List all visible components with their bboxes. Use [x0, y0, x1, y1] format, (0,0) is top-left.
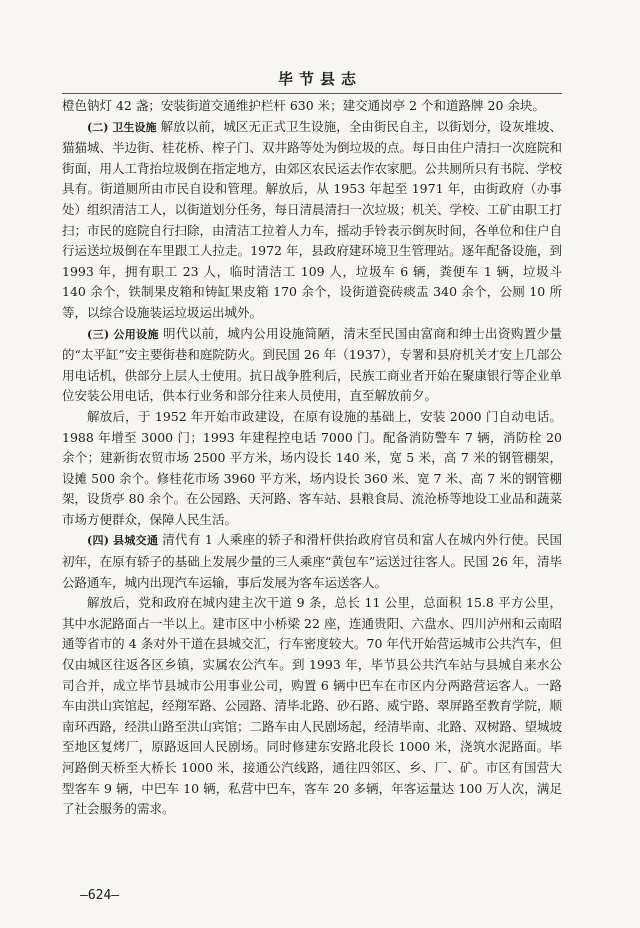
paragraph	[62, 96, 562, 117]
paragraph-text: 清代有 1 人乘座的轿子和滑杆供抬政府官员和富人在城内外行使。民国初年，在原有轿子的基础上发展少量的三人乘座“黄包车”运送过往客人。民国 26 年，清毕公路通车，城内出现汽车运输，事后发展为客车运送客人。	[62, 532, 562, 590]
paragraph	[62, 593, 562, 820]
paragraph-text: 明代以前，城内公用设施简陋，清末至民国由富商和绅士出资购置少量的“太平缸”安主要街巷和庭院防火。到民国 26 年（1937），专署和县府机关才安上几部公用电话机，供部分上层人士使用。抗日战争胜利后，民族工商业者开始在聚康银行等企业单位安装公用电话，供本行业务和部分往来人员使用，直至解放前夕。	[62, 325, 563, 404]
paragraph-text: 解放后，于 1952 年开始市政建设，在原有设施的基础上，安装 2000 门自动电话。1988 年增至 3000 门；1993 年建程控电话 7000 门。配备消防警车 7 辆，消防栓 20 余个；建新街农贸市场 2500 平方米，场内设长 140 米，宽 5 米，高 7 米的钢管棚架，设摊 500 余个。修桂花市场 3960 平方米，场内设长 360 米、宽 7 米、高 7 米的钢管棚架，设货亭 80 余个。在公园路、天河路、客车站、县粮食局、流沧桥等地设工业品和蔬菜市场方便群众，保障人民生活。	[62, 408, 562, 527]
section-heading: (二) 卫生设施	[87, 120, 157, 134]
page-number: —624—	[80, 888, 120, 903]
paragraph	[62, 324, 562, 407]
paragraph	[62, 117, 562, 324]
paragraph-text: 橙色钠灯 42 盏；安装街道交通维护栏杆 630 米；建交通岗亭 2 个和道路牌 20 余块。	[62, 98, 545, 113]
section-heading: (三) 公用设施	[87, 327, 159, 341]
running-header: 毕节县志	[277, 70, 362, 88]
header-rule	[62, 93, 562, 94]
paragraph-text: 解放后，党和政府在城内建主次干道 9 条，总长 11 公里，总面积 15.8 平方公里，其中水泥路面占一半以上。建市区中小桥梁 22 座，连通贵阳、六盘水、四川泸州和云南昭通等省市的 4 条对外干道在县城交汇，行车密度较大。70 年代开始营运城市公共汽车，但仅由城区往返各区乡镇，实属农公汽车。到 1993 年，毕节县公共汽车站与县城自来水公司合并，成立毕节县城市公用事业公司，购置 6 辆中巴车在市区内分两路营运客人。一路车由洪山宾馆起，经翔军路、公园路、清毕北路、砂石路、威宁路、翠屏路至教育学院，顺南环西路，经洪山路至洪山宾馆；二路车由人民剧场起，经清毕南、北路、双树路、望城坡至地区复烤厂，原路返回人民剧场。同时修建东安路北段长 1000 米，浇筑水泥路面。毕河路倒天桥至大桥长 1000 米，接通公汽线路，通往四邻区、乡、厂、矿。市区有国营大型客车 9 辆，中巴车 10 辆，私营中巴车，客车 20 多辆，年客运量达 100 万人次，满足了社会服务的需求。	[62, 595, 563, 817]
section-heading: (四) 县城交通	[87, 534, 159, 548]
body-text	[62, 96, 562, 820]
paragraph	[62, 407, 562, 531]
paragraph	[62, 530, 562, 593]
paragraph-text: 解放以前，城区无正式卫生设施，全由街民自主，以街划分，设灰堆坡、猫猫城、半边街、桂花桥、榨子门、双井路等处为倒垃圾的点。每日由住户清扫一次庭院和街面，用人工背抬垃圾倒在指定地方，由郊区农民运去作农家肥。公共厕所只有书院、学校具有。街道厕所由市民自设和管理。解放后，从 1953 年起至 1971 年，由街政府（办事处）组织清洁工人，以街道划分任务，每日清晨清扫一次垃圾；机关、学校、工矿由职工打扫；市民的庭院自行扫除，由清洁工拉着人力车，摇动手铃表示倒灰时间，各单位和住户自行运送垃圾倒在车里跟工人拉走。1972 年，县政府建环境卫生管理站。逐年配备设施，到 1993 年，拥有职工 23 人，临时清洁工 109 人，垃圾车 6 辆，粪便车 1 辆，垃圾斗 140 余个，铁制果皮箱和铸缸果皮箱 170 余个，设街道瓷砖痰盂 340 余个，公厕 10 所等，以综合设施装运垃圾运出城外。	[62, 118, 563, 320]
